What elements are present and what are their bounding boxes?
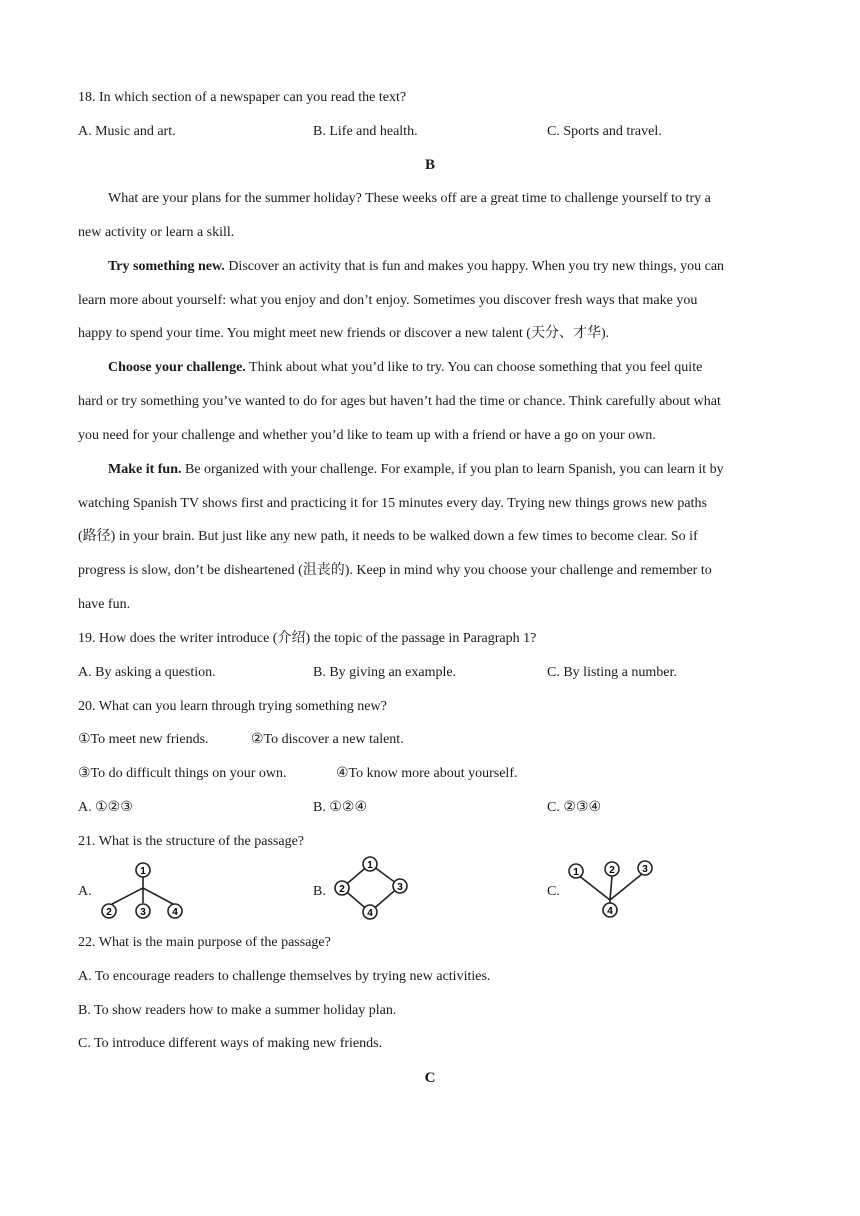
svg-text:4: 4 [172,907,178,918]
q21-option-a-label: A. [78,884,92,899]
node-4 [168,904,182,918]
svg-text:4: 4 [607,906,613,917]
svg-text:3: 3 [140,907,146,918]
passage-p3-line3: you need for your challenge and whether you’d like to team up with a friend or have a go on your own. [78,428,656,443]
svg-text:1: 1 [140,866,146,877]
passage-p4-line5: have fun. [78,597,131,612]
node-3 [136,904,150,918]
passage-p3-line2: hard or try something you’ve wanted to do for ages but haven’t had the time or chance. Think carefully about what [78,394,721,409]
p4-heading: Make it fun. [108,462,182,477]
node-4 [603,903,617,917]
p2-heading: Try something new. [108,259,225,274]
node-2 [102,904,116,918]
node-3 [393,879,407,893]
node-4 [363,905,377,919]
q18-option-b: B. Life and health. [313,124,418,139]
passage-p4-line1 [108,461,724,479]
q20-option-b: B. ①②④ [313,800,367,815]
node-1 [569,864,583,878]
structure-diagram-b [330,854,414,924]
node-1 [363,857,377,871]
q22-option-b: B. To show readers how to make a summer holiday plan. [78,1003,397,1018]
q19-option-b: B. By giving an example. [313,665,457,680]
p4-line1-text: Be organized with your challenge. For example, if you plan to learn Spanish, you can learn it by [181,462,724,477]
q19-stem: 19. How does the writer introduce (介绍) the topic of the passage in Paragraph 1? [78,631,537,646]
p3-line1-text: Think about what you’d like to try. You can choose something that you feel quite [245,360,703,375]
q20-statement-4: ④To know more about yourself. [336,766,518,781]
q19-option-a: A. By asking a question. [78,665,216,680]
passage-p1-line1: What are your plans for the summer holiday? These weeks off are a great time to challenge yourself to try a [108,191,711,206]
passage-p2-line1 [108,258,724,276]
q22-stem: 22. What is the main purpose of the passage? [78,935,331,950]
structure-diagram-a [94,860,190,922]
structure-diagram-c [564,856,660,922]
q21-option-c-label: C. [547,884,560,899]
node-2 [335,881,349,895]
svg-text:1: 1 [573,867,579,878]
svg-text:2: 2 [106,907,112,918]
svg-text:2: 2 [609,865,615,876]
passage-p1-line2: new activity or learn a skill. [78,225,235,240]
q19-option-c: C. By listing a number. [547,665,677,680]
q20-option-a: A. ①②③ [78,800,133,815]
node-2 [605,862,619,876]
passage-p4-line2: watching Spanish TV shows first and practicing it for 15 minutes every day. Trying new things grows new paths [78,496,707,511]
q20-statement-2: ②To discover a new talent. [251,732,404,747]
q21-stem: 21. What is the structure of the passage? [78,834,305,849]
q18-stem: 18. In which section of a newspaper can you read the text? [78,90,407,105]
q20-statement-3: ③To do difficult things on your own. [78,766,287,781]
section-b-heading: B [424,157,435,173]
svg-text:2: 2 [339,884,345,895]
passage-p4-line3: (路径) in your brain. But just like any new path, it needs to be walked down a few times to become clear. So if [78,529,698,544]
q20-option-c: C. ②③④ [547,800,601,815]
passage-p4-line4: progress is slow, don’t be disheartened (沮丧的). Keep in mind why you choose your challenge and remember to [78,563,712,578]
svg-text:3: 3 [642,864,648,875]
p2-line1-text: Discover an activity that is fun and makes you happy. When you try new things, you can [224,259,725,274]
q22-option-c: C. To introduce different ways of making new friends. [78,1036,383,1051]
svg-text:1: 1 [367,860,373,871]
q21-option-b-label: B. [313,884,326,899]
svg-text:3: 3 [397,882,403,893]
q20-statement-1: ①To meet new friends. [78,732,209,747]
q18-option-a: A. Music and art. [78,124,176,139]
svg-text:4: 4 [367,908,373,919]
q18-option-c: C. Sports and travel. [547,124,662,139]
node-1 [136,863,150,877]
p3-heading: Choose your challenge. [108,360,246,375]
passage-p2-line2: learn more about yourself: what you enjoy and don’t enjoy. Sometimes you discover fresh ways that make you [78,293,698,308]
section-c-heading: C [424,1070,436,1086]
passage-p2-line3: happy to spend your time. You might meet new friends or discover a new talent (天分、才华). [78,326,610,341]
node-3 [638,861,652,875]
q20-stem: 20. What can you learn through trying something new? [78,699,387,714]
q22-option-a: A. To encourage readers to challenge themselves by trying new activities. [78,969,491,984]
passage-p3-line1 [108,359,702,377]
